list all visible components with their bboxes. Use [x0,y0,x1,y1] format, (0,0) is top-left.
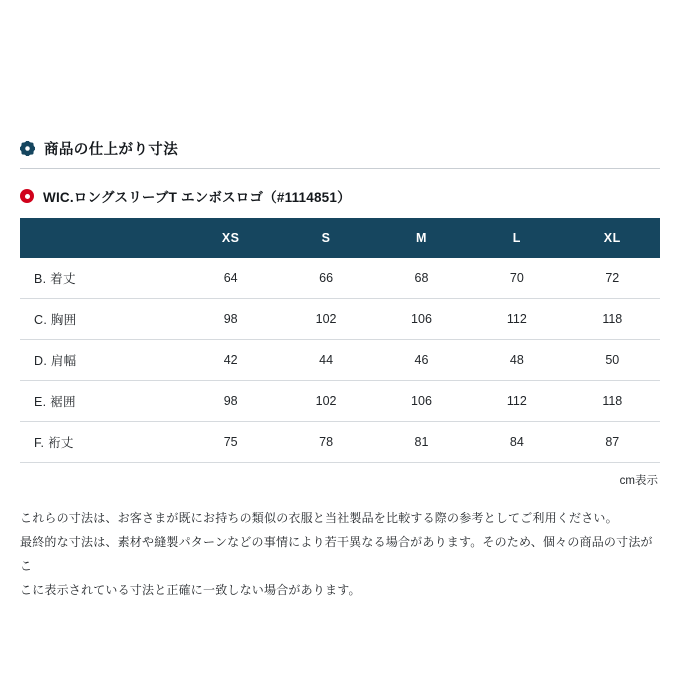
product-name: WIC.ロングスリーブT エンボスロゴ（#1114851） [43,190,351,205]
table-header-xs: XS [183,218,278,258]
table-row [20,340,660,381]
table-row [20,299,660,340]
sizing-section [20,138,660,602]
row-label-chest: C. 胸囲 [20,299,183,340]
table-row [20,258,660,299]
cell-hem-l: 112 [469,381,564,422]
table-row [20,422,660,463]
red-ring-icon [20,189,34,203]
unit-note: cm表示 [619,475,658,487]
row-label-sleeve: F. 裄丈 [20,422,183,463]
cell-sleeve-l: 84 [469,422,564,463]
table-header-m: M [374,218,469,258]
cell-chest-m: 106 [374,299,469,340]
product-heading [20,186,660,206]
cell-shoulder-l: 48 [469,340,564,381]
cell-length-m: 68 [374,258,469,299]
cell-chest-xl: 118 [565,299,660,340]
table-corner-header [20,218,183,258]
cell-sleeve-xl: 87 [565,422,660,463]
note-line-2: 最終的な寸法は、素材や縫製パターンなどの事情により若干異なる場合があります。そのため、個々の商品の寸法がこ [20,535,653,573]
row-label-shoulder: D. 肩幅 [20,340,183,381]
table-row [20,381,660,422]
table-header-row [20,218,660,258]
cell-hem-xl: 118 [565,381,660,422]
cell-chest-l: 112 [469,299,564,340]
cell-sleeve-s: 78 [278,422,373,463]
cell-sleeve-m: 81 [374,422,469,463]
table-header-l: L [469,218,564,258]
cell-shoulder-xs: 42 [183,340,278,381]
cell-length-l: 70 [469,258,564,299]
cell-chest-s: 102 [278,299,373,340]
table-header-s: S [278,218,373,258]
cell-hem-xs: 98 [183,381,278,422]
cell-shoulder-s: 44 [278,340,373,381]
cell-hem-m: 106 [374,381,469,422]
note-line-3: こに表示されている寸法と正確に一致しない場合があります。 [20,583,361,597]
cell-length-s: 66 [278,258,373,299]
row-label-hem: E. 裾囲 [20,381,183,422]
page-title: 商品の仕上がり寸法 [44,142,179,158]
note-line-1: これらの寸法は、お客さまが既にお持ちの類似の衣服と当社製品を比較する際の参考としてご利用ください。 [20,511,618,525]
size-table-head [20,218,660,258]
cell-chest-xs: 98 [183,299,278,340]
rosette-icon [20,141,35,156]
section-heading [20,138,660,169]
table-header-xl: XL [565,218,660,258]
cell-hem-s: 102 [278,381,373,422]
disclaimer-notes [20,506,660,602]
cell-shoulder-xl: 50 [565,340,660,381]
cell-length-xl: 72 [565,258,660,299]
cell-length-xs: 64 [183,258,278,299]
size-table-body [20,258,660,463]
cell-sleeve-xs: 75 [183,422,278,463]
size-table [20,218,660,463]
row-label-length: B. 着丈 [20,258,183,299]
cell-shoulder-m: 46 [374,340,469,381]
